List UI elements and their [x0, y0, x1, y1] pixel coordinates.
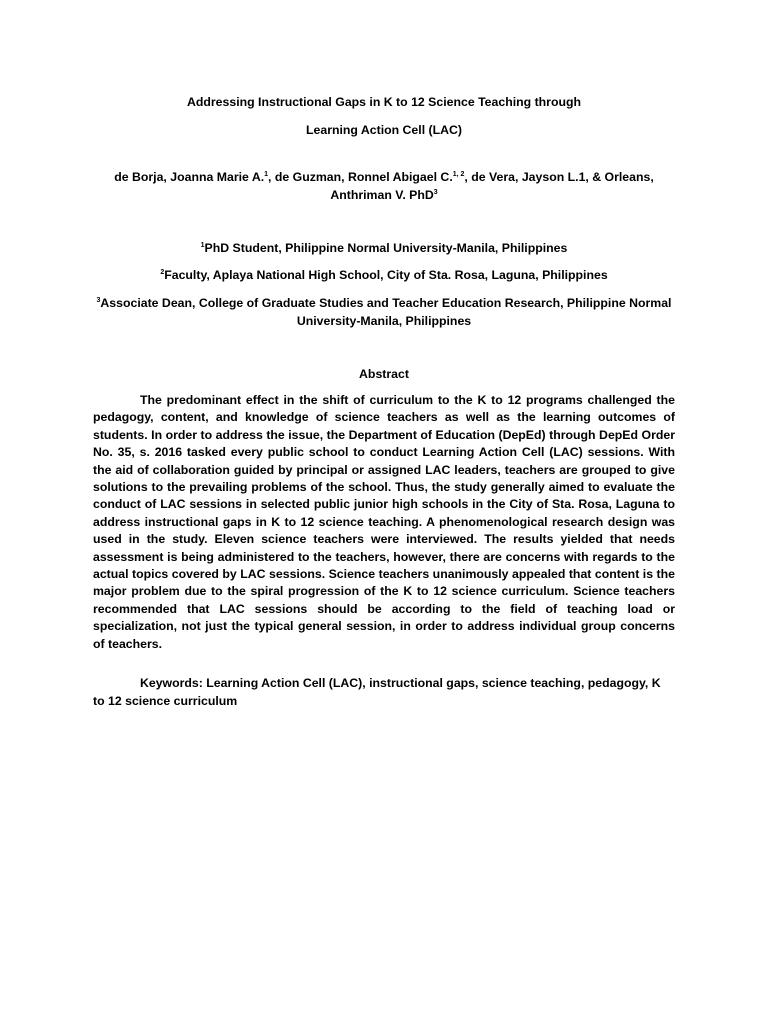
author-3-4: , de Vera, Jayson L.1, & Orleans, Anthriman V. PhD — [330, 170, 654, 202]
keywords: Keywords: Learning Action Cell (LAC), instructional gaps, science teaching, pedagogy, K to 12 science curriculum — [93, 676, 661, 708]
author-1-affiliation-mark: 1 — [264, 170, 269, 178]
affiliation-1-mark: 1 — [200, 241, 205, 249]
paper-title-line-1: Addressing Instructional Gaps in K to 12 Science Teaching through — [186, 95, 582, 109]
affiliation-1-text: PhD Student, Philippine Normal University-Manila, Philippines — [204, 241, 568, 255]
affiliation-3-text: Associate Dean, College of Graduate Studies and Teacher Education Research, Philippine Normal University-Manila, Philippines — [100, 296, 672, 328]
affiliation-2 — [93, 266, 675, 284]
author-4-affiliation-mark: 3 — [433, 188, 438, 196]
author-2: , de Guzman, Ronnel Abigael C. — [268, 170, 453, 184]
abstract-heading: Abstract — [359, 367, 409, 381]
author-2-affiliation-mark: 1, 2 — [452, 170, 465, 178]
abstract-body: The predominant effect in the shift of curriculum to the K to 12 programs challenged the pedagogy, content, and knowledge of science teachers as well as the learning outcomes of students. In order to address the issue, the Department of Education (DepEd) through DepEd Order No. 35, s. 2016 tasked every public school to conduct Learning Action Cell (LAC) sessions. With the aid of collaboration guided by principal or assigned LAC leaders, teachers are grouped to give solutions to the prevailing problems of the school. Thus, the study generally aimed to evaluate the conduct of LAC sessions in selected public junior high schools in the City of Sta. Rosa, Laguna to address instructional gaps in K to 12 science teaching. A phenomenological research design was used in the study. Eleven science teachers were interviewed. The results yielded that needs assessment is being administered to the teachers, however, there are concerns with regards to the actual topics covered by LAC sessions. Science teachers unanimously appealed that content is the major problem due to the spiral progression of the K to 12 science curriculum. Science teachers recommended that LAC sessions should be according to the field of teaching load or specialization, not just the typical general session, in order to address individual group concerns of teachers. — [93, 393, 675, 651]
affiliation-1 — [93, 239, 675, 257]
affiliation-3 — [93, 294, 675, 330]
affiliation-2-text: Faculty, Aplaya National High School, City of Sta. Rosa, Laguna, Philippines — [164, 268, 608, 282]
paper-title-line-2: Learning Action Cell (LAC) — [306, 123, 462, 137]
author-1: de Borja, Joanna Marie A. — [114, 170, 265, 184]
affiliation-3-mark: 3 — [96, 296, 101, 304]
affiliation-2-mark: 2 — [160, 268, 165, 276]
author-list — [105, 168, 663, 204]
paper-title — [93, 88, 675, 144]
